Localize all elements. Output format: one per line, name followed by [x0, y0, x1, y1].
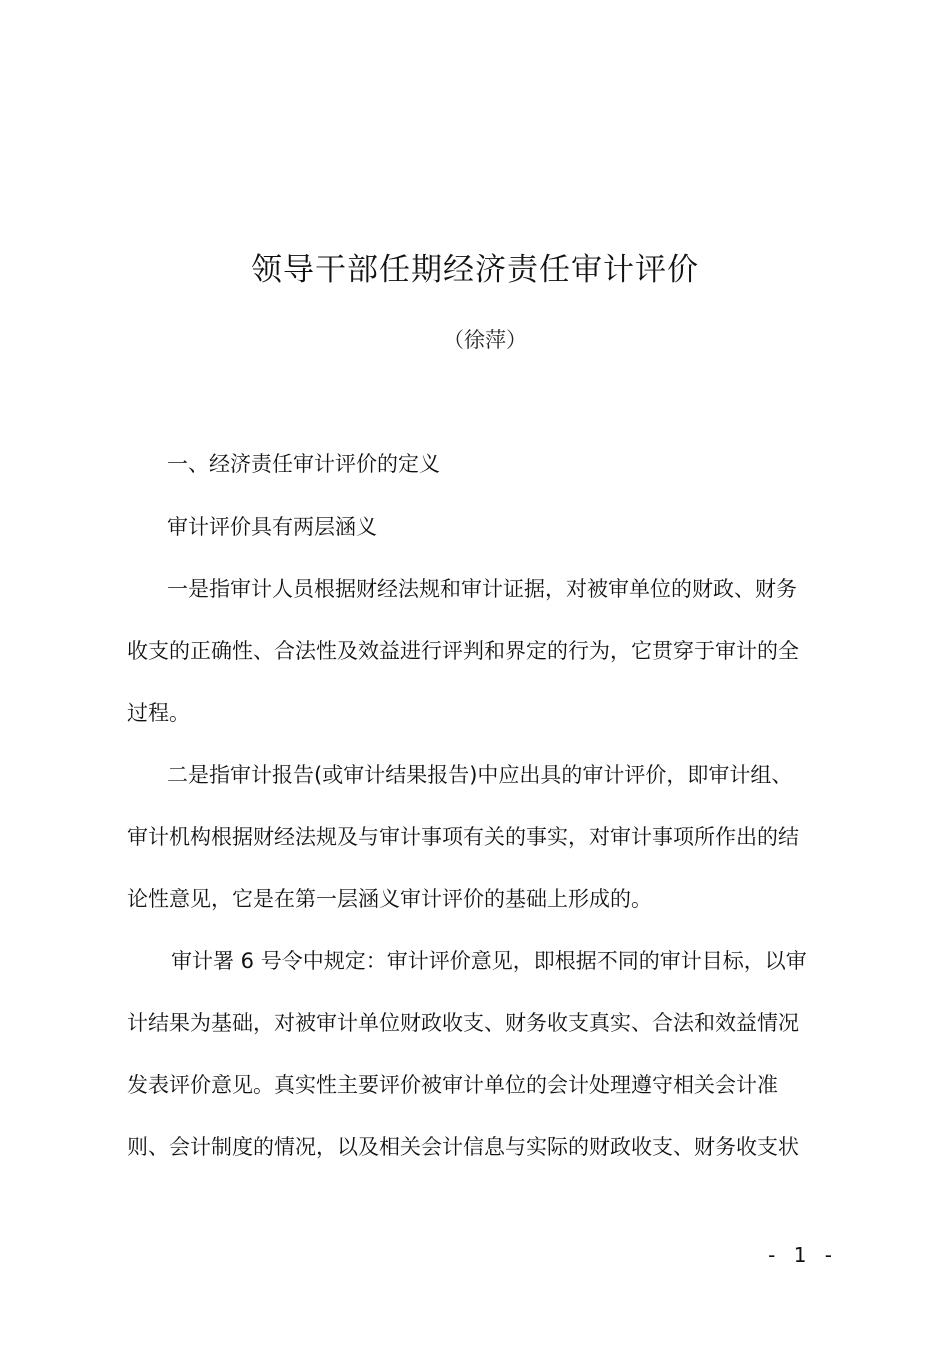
paragraph-4-line-4: 则、会计制度的情况，以及相关会计信息与实际的财政收支、财务收支状 [127, 1135, 799, 1159]
document-body [127, 496, 838, 1178]
paragraph-4-line-2: 计结果为基础，对被审计单位财政收支、财务收支真实、合法和效益情况 [127, 1011, 799, 1035]
document-author: （徐萍） [443, 328, 527, 352]
document-title: 领导干部任期经济责任审计评价 [251, 252, 699, 288]
section-heading-text: 一、经济责任审计评价的定义 [167, 452, 440, 476]
paragraph-3-line-1: 二是指审计报告(或审计结果报告)中应出具的审计评价，即审计组、 [167, 763, 793, 787]
paragraph-4-line-3: 发表评价意见。真实性主要评价被审计单位的会计处理遵守相关会计准 [127, 1073, 778, 1097]
paragraph-2-line-2: 收支的正确性、合法性及效益进行评判和界定的行为，它贯穿于审计的全 [127, 639, 799, 663]
paragraph-3-line-2: 审计机构根据财经法规及与审计事项有关的事实，对审计事项所作出的结 [127, 825, 799, 849]
paragraph-2-line-3: 过程。 [127, 701, 190, 725]
page-number: - 1 - [768, 1243, 838, 1267]
paragraph-1: 审计评价具有两层涵义 [167, 515, 377, 539]
section-heading [127, 433, 838, 495]
paragraph-4-line-1: 审计署 6 号令中规定：审计评价意见，即根据不同的审计目标，以审 [171, 949, 807, 973]
paragraph-3-line-3: 论性意见，它是在第一层涵义审计评价的基础上形成的。 [127, 887, 652, 911]
paragraph-2-line-1: 一是指审计人员根据财经法规和审计证据，对被审单位的财政、财务 [167, 577, 797, 601]
